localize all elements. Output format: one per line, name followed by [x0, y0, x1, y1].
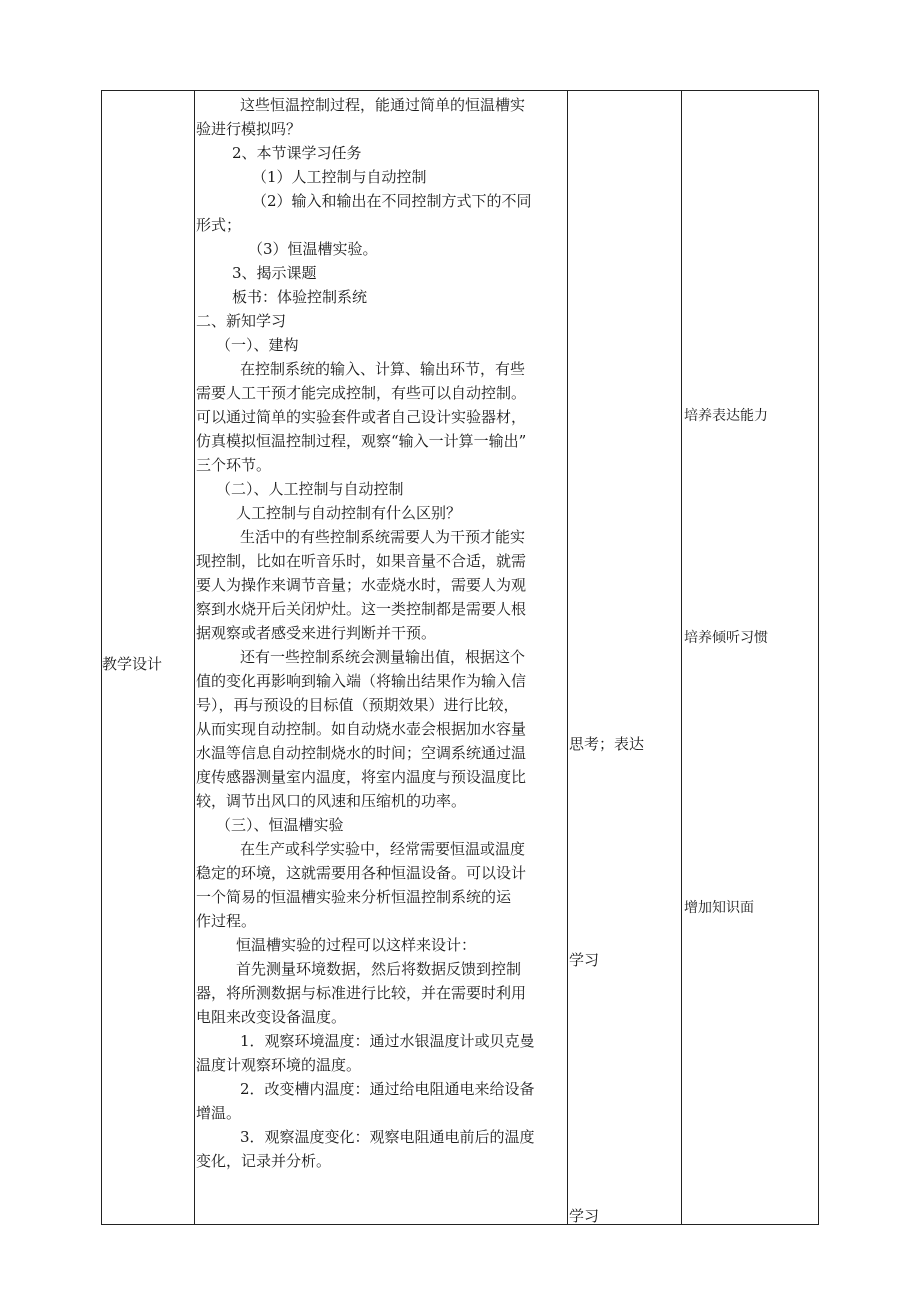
- design-intent: 培养表达能力: [684, 408, 768, 424]
- content-line: 水温等信息自动控制烧水的时间；空调系统通过温: [196, 744, 527, 762]
- content-line: 在控制系统的输入、计算、输出环节，有些: [240, 360, 526, 378]
- content-line: 2、本节课学习任务: [232, 144, 362, 162]
- content-line: 恒温槽实验的过程可以这样来设计：: [236, 936, 477, 954]
- content-line: 2．改变槽内温度：通过给电阻通电来给设备: [240, 1080, 535, 1098]
- content-line: （2）输入和输出在不同控制方式下的不同: [252, 192, 532, 210]
- content-line: 验进行模拟吗？: [196, 120, 302, 138]
- content-line: 1．观察环境温度：通过水银温度计或贝克曼: [240, 1032, 535, 1050]
- content-line: 3．观察温度变化：观察电阻通电前后的温度: [240, 1128, 535, 1146]
- content-line: 一个简易的恒温槽实验来分析恒温控制系统的运: [196, 888, 512, 906]
- content-line: 3、揭示课题: [232, 264, 317, 282]
- content-line: 现控制，比如在听音乐时，如果音量不合适，就需: [196, 552, 527, 570]
- design-intent: 培养倾听习惯: [684, 630, 768, 646]
- content-line: 作过程。: [196, 912, 257, 930]
- content-line: 生活中的有些控制系统需要人为干预才能实: [240, 528, 526, 546]
- content-line: （一）、建构: [216, 336, 299, 354]
- content-line: 在生产或科学实验中，经常需要恒温或温度: [240, 840, 526, 858]
- student-activity: 思考；表达: [569, 735, 645, 753]
- student-activity: 学习: [569, 1207, 600, 1225]
- content-line: 三个环节。: [196, 456, 272, 474]
- content-line: 较，调节出风口的风速和压缩机的功率。: [196, 792, 467, 810]
- content-line: 二、新知学习: [196, 312, 287, 330]
- content-line: 板书：体验控制系统: [232, 288, 368, 306]
- design-intent: 增加知识面: [684, 900, 754, 916]
- content-line: 还有一些控制系统会测量输出值，根据这个: [240, 648, 526, 666]
- content-line: 察到水烧开后关闭炉灶。这一类控制都是需要人根: [196, 600, 527, 618]
- content-line: （1）人工控制与自动控制: [252, 168, 427, 186]
- content-line: （二）、人工控制与自动控制: [216, 480, 404, 498]
- content-line: 电阻来改变设备温度。: [196, 1008, 347, 1026]
- content-line: 器，将所测数据与标准进行比较，并在需要时利用: [196, 984, 527, 1002]
- row-label: 教学设计: [102, 655, 163, 673]
- content-line: 形式；: [196, 216, 242, 234]
- content-line: 温度计观察环境的温度。: [196, 1056, 362, 1074]
- content-line: 仿真模拟恒温控制过程，观察“输入一计算一输出”: [196, 432, 527, 450]
- content-line: 这些恒温控制过程，能通过简单的恒温槽实: [240, 96, 526, 114]
- column-divider: [567, 91, 568, 1224]
- content-line: （3）恒温槽实验。: [248, 240, 378, 258]
- content-line: 号），再与预设的目标值（预期效果）进行比较，: [196, 696, 519, 714]
- content-line: 可以通过简单的实验套件或者自己设计实验器材，: [196, 408, 527, 426]
- content-line: 值的变化再影响到输入端（将输出结果作为输入信: [196, 672, 527, 690]
- student-activity: 学习: [569, 951, 600, 969]
- content-line: 需要人工干预才能完成控制，有些可以自动控制。: [196, 384, 527, 402]
- content-line: 人工控制与自动控制有什么区别？: [236, 504, 462, 522]
- column-divider: [681, 91, 682, 1224]
- content-line: 变化，记录并分析。: [196, 1152, 332, 1170]
- content-line: 从而实现自动控制。如自动烧水壶会根据加水容量: [196, 720, 527, 738]
- lesson-table: [101, 90, 819, 1225]
- content-line: 增温。: [196, 1104, 242, 1122]
- content-line: （三）、恒温槽实验: [216, 816, 344, 834]
- content-line: 首先测量环境数据，然后将数据反馈到控制: [236, 960, 522, 978]
- content-line: 稳定的环境，这就需要用各种恒温设备。可以设计: [196, 864, 527, 882]
- content-line: 要人为操作来调节音量；水壶烧水时，需要人为观: [196, 576, 527, 594]
- content-line: 据观察或者感受来进行判断并干预。: [196, 624, 437, 642]
- content-line: 度传感器测量室内温度，将室内温度与预设温度比: [196, 768, 527, 786]
